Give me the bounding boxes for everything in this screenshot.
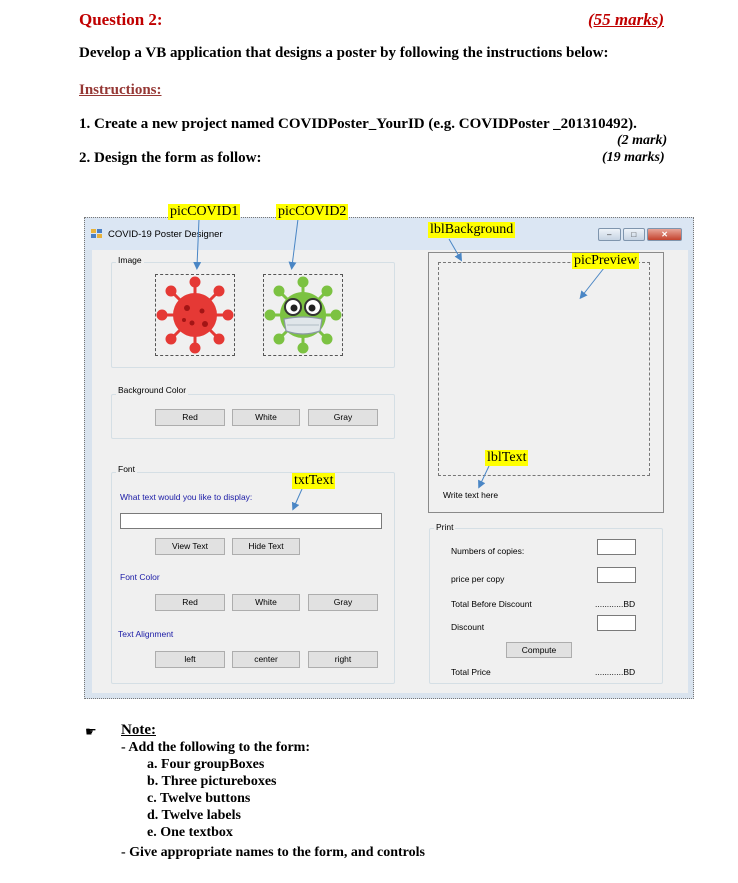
view-text-button[interactable]: View Text: [155, 538, 225, 555]
lbl-text-arrow: [480, 466, 489, 485]
total-price-value: ............BD: [595, 667, 636, 677]
pic2-arrow: [292, 219, 298, 266]
note-line-names: - Give appropriate names to the form, and controls: [121, 845, 425, 860]
price-per-copy-label: price per copy: [451, 574, 505, 584]
font-groupbox-label: Font: [118, 464, 136, 474]
step-1-marks: (2 mark): [617, 133, 668, 148]
copies-label: Numbers of copies:: [451, 546, 525, 556]
callout-pic-covid1: picCOVID1: [170, 204, 239, 219]
callout-txt-text: txtText: [294, 473, 334, 488]
align-center-button[interactable]: center: [232, 651, 300, 668]
compute-button[interactable]: Compute: [506, 642, 572, 658]
question-title: Question 2:: [79, 10, 163, 29]
lbl-text: Write text here: [443, 490, 499, 500]
note-line-pictureboxes: b. Three pictureboxes: [147, 774, 277, 789]
pic1-arrow: [197, 219, 199, 266]
lbl-background-arrow: [449, 239, 460, 258]
maximize-button[interactable]: □: [623, 228, 646, 241]
pointing-hand-icon: ☛: [85, 724, 97, 739]
step-2-marks: (19 marks): [602, 150, 665, 165]
bg-red-button[interactable]: Red: [155, 409, 225, 426]
note-line-labels: d. Twelve labels: [147, 808, 241, 823]
note-heading: Note:: [121, 722, 156, 738]
background-color-groupbox-label: Background Color: [118, 385, 187, 395]
print-groupbox-label: Print: [436, 522, 454, 532]
bg-white-button[interactable]: White: [232, 409, 300, 426]
image-groupbox-label: Image: [118, 255, 142, 265]
callout-lbl-background: lblBackground: [430, 222, 514, 237]
instruction-step-1: 1. Create a new project named COVIDPoster_YourID (e.g. COVIDPoster _201310492).: [79, 116, 637, 132]
instructions-heading: Instructions:: [79, 82, 162, 98]
question-marks: (55 marks): [588, 10, 665, 29]
bg-gray-button[interactable]: Gray: [308, 409, 378, 426]
font-color-label: Font Color: [120, 572, 160, 582]
note-line-textbox: e. One textbox: [147, 825, 233, 840]
align-right-button[interactable]: right: [308, 651, 378, 668]
text-alignment-label: Text Alignment: [118, 629, 174, 639]
note-line-groupboxes: a. Four groupBoxes: [147, 757, 265, 772]
total-before-discount-label: Total Before Discount: [451, 599, 532, 609]
font-gray-button[interactable]: Gray: [308, 594, 378, 611]
font-red-button[interactable]: Red: [155, 594, 225, 611]
display-text-prompt: What text would you like to display:: [120, 492, 253, 502]
callout-pic-preview: picPreview: [574, 253, 637, 268]
note-line-add: - Add the following to the form:: [121, 740, 310, 755]
pic-preview-arrow: [582, 268, 604, 296]
question-intro: Develop a VB application that designs a poster by following the instructions below:: [79, 45, 609, 61]
total-price-label: Total Price: [451, 667, 491, 677]
total-before-discount-value: ............BD: [595, 599, 636, 609]
hide-text-button[interactable]: Hide Text: [232, 538, 300, 555]
close-button[interactable]: ✕: [647, 228, 682, 241]
form-title: COVID-19 Poster Designer: [108, 229, 223, 240]
align-left-button[interactable]: left: [155, 651, 225, 668]
minimize-button[interactable]: –: [598, 228, 621, 241]
callout-lbl-text: lblText: [487, 450, 527, 465]
txt-text-arrow: [294, 489, 302, 507]
callout-pic-covid2: picCOVID2: [278, 204, 347, 219]
discount-label: Discount: [451, 622, 485, 632]
font-white-button[interactable]: White: [232, 594, 300, 611]
note-line-buttons: c. Twelve buttons: [147, 791, 251, 806]
instruction-step-2: 2. Design the form as follow:: [79, 150, 262, 166]
